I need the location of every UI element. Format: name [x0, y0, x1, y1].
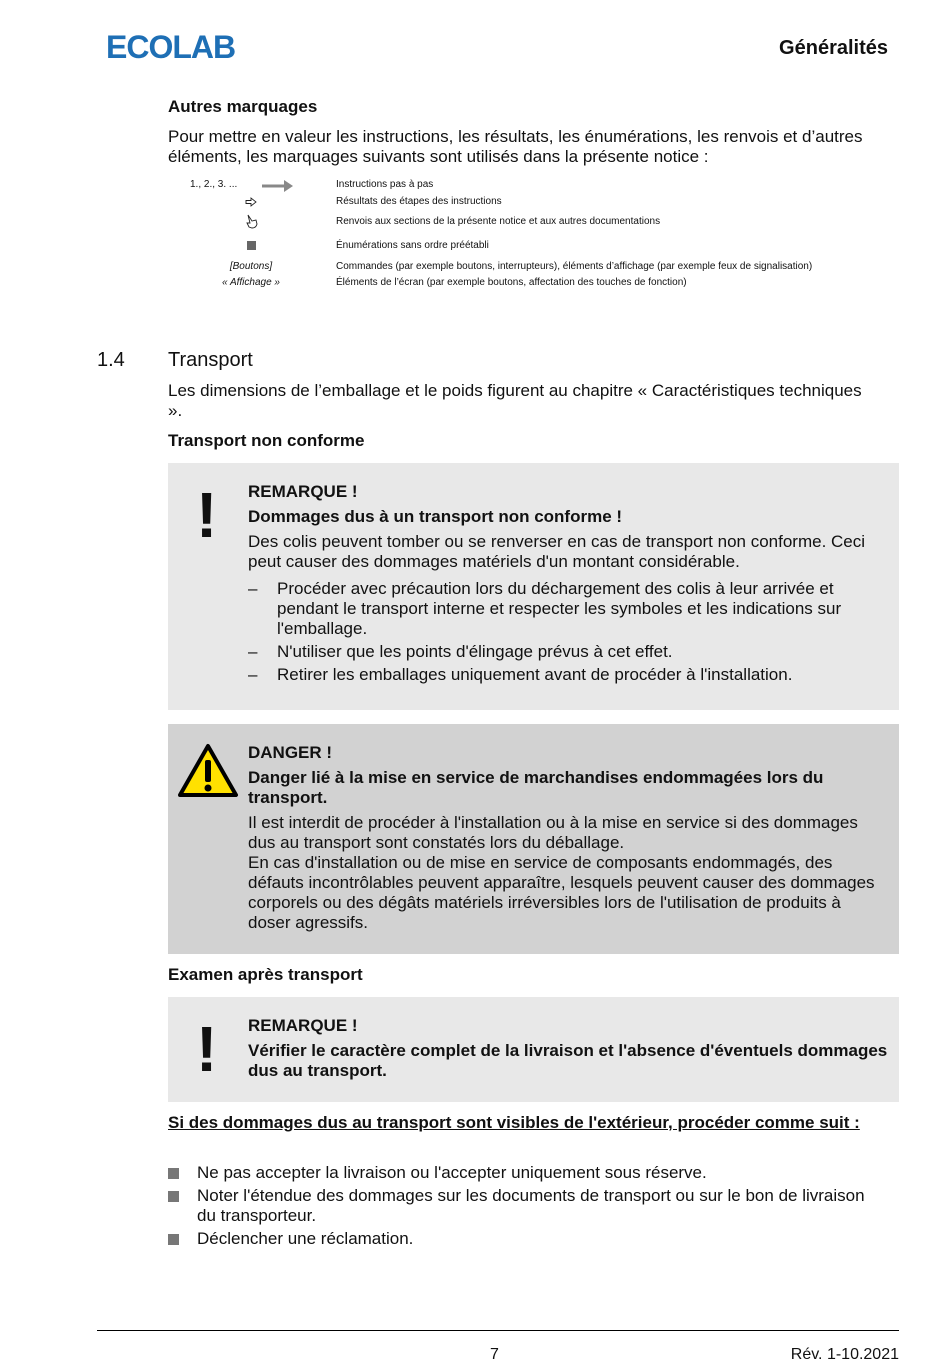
note-headline: Dommages dus à un transport non conforme !	[248, 507, 623, 526]
marking-description: Instructions pas à pas	[336, 179, 434, 190]
marking-description: Éléments de l’écran (par exemple boutons, affectation des touches de fonction)	[336, 277, 687, 288]
marking-row	[150, 240, 870, 256]
list-item-text: Noter l'étendue des dommages sur les documents de transport ou sur le bon de livraison du transporteur.	[197, 1186, 865, 1225]
page-header-title: Généralités	[779, 37, 888, 59]
note-headline: Vérifier le caractère complet de la livraison et l'absence d'éventuels dommages dus au transport.	[248, 1041, 888, 1080]
note-box-inspection	[168, 997, 899, 1102]
note-list	[248, 579, 888, 685]
page-number: 7	[490, 1346, 499, 1363]
list-item	[168, 1229, 878, 1249]
step-numbers-symbol: 1., 2., 3. ...	[190, 179, 238, 190]
step-arrow-icon	[260, 179, 294, 193]
logo-text: ECOLAB	[106, 30, 236, 62]
pointing-hand-icon	[245, 214, 259, 230]
section-title: Transport	[168, 349, 253, 371]
warning-triangle-icon	[177, 743, 239, 798]
square-bullet-icon	[168, 1168, 179, 1179]
marking-description: Renvois aux sections de la présente notice et aux autres documentations	[336, 216, 661, 227]
marking-row	[150, 277, 870, 293]
ecolab-logo	[106, 30, 256, 62]
list-item-text: Déclencher une réclamation.	[197, 1229, 414, 1248]
display-symbol: « Affichage »	[221, 277, 280, 288]
danger-box	[168, 724, 899, 954]
subheading-non-conform: Transport non conforme	[168, 431, 365, 450]
marking-description: Commandes (par exemple boutons, interrupteurs), éléments d’affichage (par exemple feux de signalisation)	[336, 261, 813, 272]
list-item-text: Ne pas accepter la livraison ou l'accepter uniquement sous réserve.	[197, 1163, 707, 1182]
marking-row	[150, 216, 870, 232]
list-item: – Retirer les emballages uniquement avant de procéder à l'installation.	[248, 665, 888, 685]
procedure-list	[168, 1163, 878, 1252]
list-item	[168, 1163, 878, 1183]
subheading-inspection: Examen après transport	[168, 965, 363, 984]
note-body: Des colis peuvent tomber ou se renverser en cas de transport non conforme. Ceci peut causer des dommages matériels d'un montant considérable.	[248, 532, 866, 571]
square-bullet-icon	[247, 241, 256, 250]
marking-row	[150, 196, 870, 212]
list-item	[168, 1186, 878, 1226]
buttons-symbol: [Boutons]	[229, 261, 273, 272]
marking-description: Énumérations sans ordre préétabli	[336, 240, 489, 251]
note-label: REMARQUE !	[248, 1016, 358, 1035]
section-number: 1.4	[97, 349, 125, 371]
danger-body-2: En cas d'installation ou de mise en service de composants endommagés, des défauts incontrôlables peuvent apparaître, lesquels peuvent causer des dommages corporels ou des dégâts matériels irréversibles lors de l'utilisation de produits à doser agressifs.	[248, 853, 875, 932]
exclamation-icon: !	[196, 1013, 218, 1085]
revision: Rév. 1-10.2021	[790, 1346, 899, 1363]
marking-row	[150, 261, 870, 277]
danger-body-1: Il est interdit de procéder à l'installation ou à la mise en service si des dommages dus au transport sont constatés lors du déballage.	[248, 813, 858, 852]
markings-intro: Pour mettre en valeur les instructions, les résultats, les énumérations, les renvois et d’autres éléments, les marquages suivants sont utilisés dans la présente notice :	[168, 127, 863, 166]
note-label: REMARQUE !	[248, 482, 358, 501]
list-item: – N'utiliser que les points d'élingage prévus à cet effet.	[248, 642, 888, 662]
danger-headline: Danger lié à la mise en service de marchandises endommagées lors du transport.	[248, 768, 824, 807]
danger-label: DANGER !	[248, 743, 333, 762]
markings-heading: Autres marquages	[168, 97, 318, 116]
note-box-transport	[168, 463, 899, 710]
marking-row	[150, 179, 870, 195]
marking-description: Résultats des étapes des instructions	[336, 196, 502, 207]
procedure-title: Si des dommages dus au transport sont visibles de l'extérieur, procéder comme suit :	[168, 1113, 860, 1132]
section-intro: Les dimensions de l’emballage et le poids figurent au chapitre « Caractéristiques techniques ».	[168, 381, 862, 420]
arrow-right-outline-icon	[245, 197, 257, 207]
square-bullet-icon	[168, 1191, 179, 1202]
footer-divider	[97, 1330, 899, 1331]
list-item: – Procéder avec précaution lors du déchargement des colis à leur arrivée et pendant le transport interne et respecter les symboles et les indications sur l'emballage.	[248, 579, 888, 639]
exclamation-icon: !	[196, 479, 218, 551]
square-bullet-icon	[168, 1234, 179, 1245]
